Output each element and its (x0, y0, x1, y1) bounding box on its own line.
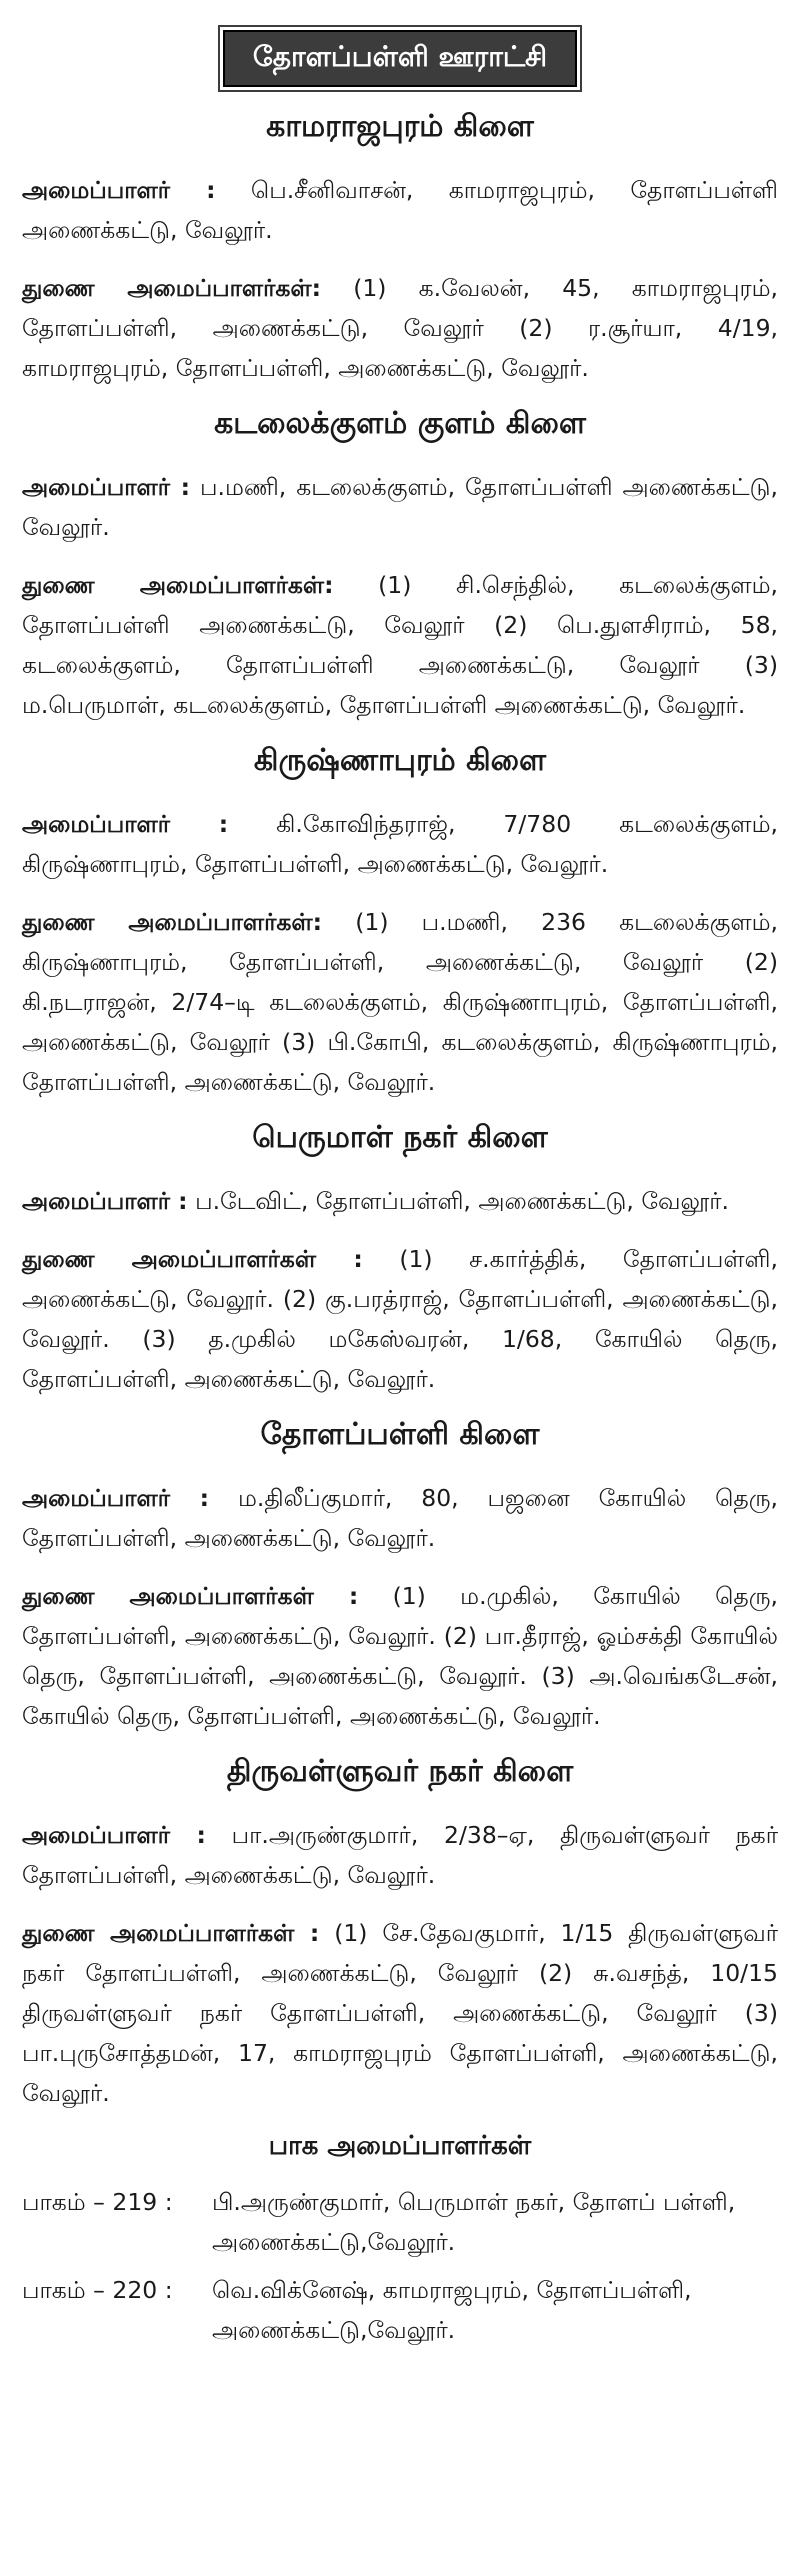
deputies-paragraph (22, 1576, 778, 1736)
organizer-text: ப.டேவிட், தோளப்பள்ளி, அணைக்கட்டு, வேலூர். (195, 1187, 729, 1215)
organizer-paragraph (22, 1478, 778, 1558)
branch-title: கிருஷ்ணாபுரம் கிளை (253, 743, 547, 778)
branch (22, 1417, 778, 1736)
deputies-text: (1) சி.செந்தில், கடலைக்குளம், தோளப்பள்ளி அணைக்கட்டு, வேலூர் (2) பெ.துளசிராம், 58, கடலைக்குளம், தோளப்பள்ளி அணைக்கட்டு, வேலூர் (3) ம.பெருமாள், கடலைக்குளம், தோளப்பள்ளி அணைக்கட்டு, வேலூர். (22, 571, 778, 719)
organizer-label: அமைப்பாளர் : (22, 1187, 188, 1215)
deputies-text: (1) ப.மணி, 236 கடலைக்குளம், கிருஷ்ணாபுரம், தோளப்பள்ளி, அணைக்கட்டு, வேலூர் (2) கி.நடராஜன், 2/74–டி கடலைக்குளம், கிருஷ்ணாபுரம், தோளப்பள்ளி, அணைக்கட்டு, வேலூர் (3) பி.கோபி, கடலைக்குளம், கிருஷ்ணாபுரம், தோளப்பள்ளி, அணைக்கட்டு, வேலூர். (22, 908, 778, 1096)
organizer-text: பெ.சீனிவாசன், காமராஜபுரம், தோளப்பள்ளி அணைக்கட்டு, வேலூர். (22, 176, 778, 244)
deputies-label: துணை அமைப்பாளர்கள் : (22, 1919, 320, 1947)
deputies-label: துணை அமைப்பாளர்கள் : (22, 1582, 359, 1610)
deputies-paragraph (22, 1239, 778, 1399)
deputies-label: துணை அமைப்பாளர்கள்: (22, 274, 322, 302)
branch-title: பெருமாள் நகர் கிளை (252, 1120, 548, 1155)
deputies-paragraph (22, 565, 778, 725)
organizer-label: அமைப்பாளர் : (22, 1821, 206, 1849)
ward-label: பாகம் – 220 : (22, 2276, 173, 2304)
branch (22, 406, 778, 725)
organizer-text: ப.மணி, கடலைக்குளம், தோளப்பள்ளி அணைக்கட்டு, வேலூர். (22, 473, 778, 541)
ward-label: பாகம் – 219 : (22, 2188, 173, 2216)
organizer-label: அமைப்பாளர் : (22, 1484, 210, 1512)
organizer-label: அமைப்பாளர் : (22, 473, 191, 501)
organizer-text: கி.கோவிந்தராஜ், 7/780 கடலைக்குளம், கிருஷ்ணாபுரம், தோளப்பள்ளி, அணைக்கட்டு, வேலூர். (22, 810, 778, 878)
deputies-label: துணை அமைப்பாளர்கள் : (22, 1245, 363, 1273)
organizer-label: அமைப்பாளர் : (22, 810, 229, 838)
organizer-paragraph (22, 804, 778, 884)
branch (22, 1754, 778, 2113)
deputies-text: (1) ம.முகில், கோயில் தெரு, தோளப்பள்ளி, அணைக்கட்டு, வேலூர். (2) பா.தீராஜ், ஓம்சக்தி கோயில் தெரு, தோளப்பள்ளி, அணைக்கட்டு, வேலூர். (3) அ.வெங்கடேசன், கோயில் தெரு, தோளப்பள்ளி, அணைக்கட்டு, வேலூர். (22, 1582, 778, 1730)
deputies-text: (1) சே.தேவகுமார், 1/15 திருவள்ளுவர் நகர் தோளப்பள்ளி, அணைக்கட்டு, வேலூர் (2) சு.வசந்த், 10/15 திருவள்ளுவர் நகர் தோளப்பள்ளி, அணைக்கட்டு, வேலூர் (3) பா.புருசோத்தமன், 17, காமராஜபுரம் தோளப்பள்ளி, அணைக்கட்டு, வேலூர். (22, 1919, 778, 2107)
organizer-label: அமைப்பாளர் : (22, 176, 216, 204)
deputies-paragraph (22, 1913, 778, 2113)
organizer-text: ம.திலீப்குமார், 80, பஜனை கோயில் தெரு, தோளப்பள்ளி, அணைக்கட்டு, வேலூர். (22, 1484, 778, 1552)
organizer-paragraph (22, 170, 778, 250)
ward-organizers-heading: பாக அமைப்பாளர்கள் (268, 2131, 532, 2161)
branch-title: தோளப்பள்ளி கிளை (260, 1417, 540, 1452)
organizer-paragraph (22, 1815, 778, 1895)
deputies-text: (1) ச.கார்த்திக், தோளப்பள்ளி, அணைக்கட்டு, வேலூர். (2) கு.பரத்ராஜ், தோளப்பள்ளி, அணைக்கட்டு, வேலூர். (3) த.முகில் மகேஸ்வரன், 1/68, கோயில் தெரு, தோளப்பள்ளி, அணைக்கட்டு, வேலூர். (22, 1245, 778, 1393)
deputies-text: (1) க.வேலன், 45, காமராஜபுரம், தோளப்பள்ளி, அணைக்கட்டு, வேலூர் (2) ர.சூர்யா, 4/19, காமராஜபுரம், தோளப்பள்ளி, அணைக்கட்டு, வேலூர். (22, 274, 778, 382)
organizer-paragraph (22, 467, 778, 547)
deputies-label: துணை அமைப்பாளர்கள்: (22, 908, 323, 936)
deputies-label: துணை அமைப்பாளர்கள்: (22, 571, 334, 599)
branch (22, 743, 778, 1102)
organizer-text: பா.அருண்குமார், 2/38–ஏ, திருவள்ளுவர் நகர் தோளப்பள்ளி, அணைக்கட்டு, வேலூர். (22, 1821, 778, 1889)
document-page (22, 30, 778, 2358)
title-wrap (22, 30, 778, 87)
branch-title: காமராஜபுரம் கிளை (266, 109, 534, 144)
ward-text: பி.அருண்குமார், பெருமாள் நகர், தோளப் பள்ளி, அணைக்கட்டு,வேலூர். (212, 2188, 736, 2256)
ward-row (22, 2270, 778, 2350)
branch-title: கடலைக்குளம் குளம் கிளை (214, 406, 586, 441)
branch (22, 1120, 778, 1399)
ward-row (22, 2182, 778, 2262)
deputies-paragraph (22, 268, 778, 388)
deputies-paragraph (22, 902, 778, 1102)
panchayat-title: தோளப்பள்ளி ஊராட்சி (223, 30, 577, 87)
organizer-paragraph (22, 1181, 778, 1221)
ward-text: வெ.விக்னேஷ், காமராஜபுரம், தோளப்பள்ளி, அணைக்கட்டு,வேலூர். (212, 2276, 692, 2344)
branch-title: திருவள்ளுவர் நகர் கிளை (226, 1754, 574, 1789)
branch (22, 109, 778, 388)
